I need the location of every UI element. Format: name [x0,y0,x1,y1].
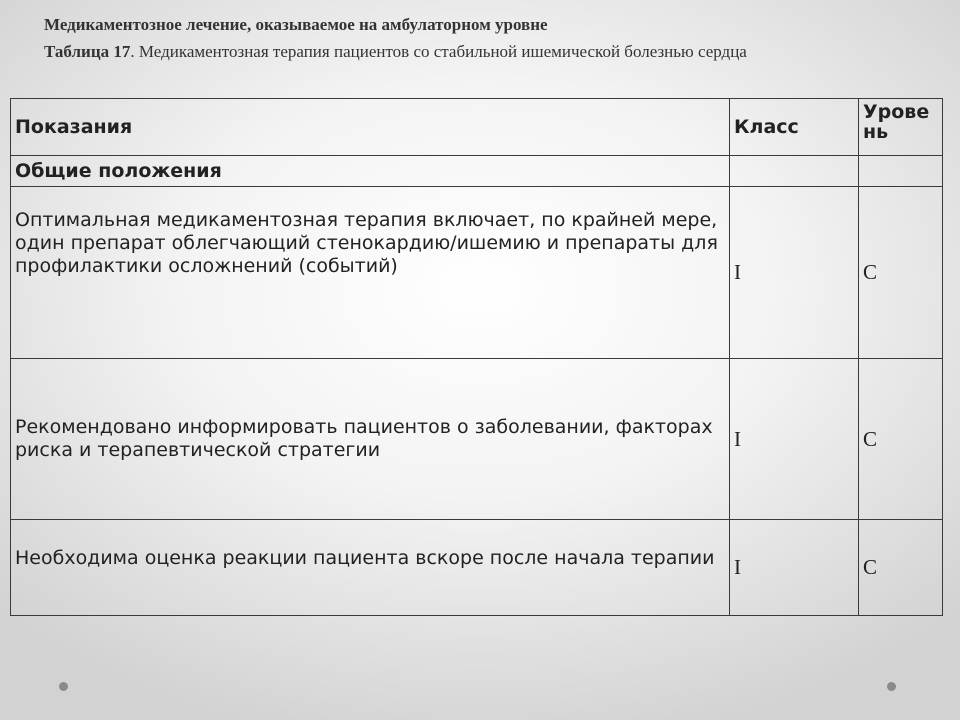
table-caption-text: . Медикаментозная терапия пациентов со стабильной ишемической болезнью сердца [130,42,747,61]
row-level: C [859,187,943,359]
row-class: I [730,359,859,520]
slide-nav-dot-right[interactable] [887,682,896,691]
table-row [11,187,943,359]
group-class-empty [730,156,859,187]
header-level-part1: Урове [863,101,930,123]
row-class: I [730,187,859,359]
table-row [11,520,943,616]
header-level [859,99,943,156]
table-row [11,359,943,520]
header-level-part2: нь [863,121,889,143]
table-caption [44,41,904,63]
row-level: C [859,359,943,520]
row-indication: Необходима оценка реакции пациента вскоре после начала терапии [11,520,730,616]
group-title: Общие положения [11,156,730,187]
therapy-table [10,98,943,616]
row-level: C [859,520,943,616]
row-indication: Рекомендовано информировать пациентов о заболевании, факторах риска и терапевтической стратегии [11,359,730,520]
table-caption-label: Таблица 17 [44,42,131,61]
slide-header [44,14,904,63]
slide-nav-dot-left[interactable] [59,682,68,691]
section-title: Медикаментозное лечение, оказываемое на амбулаторном уровне [44,15,548,34]
group-row [11,156,943,187]
row-class: I [730,520,859,616]
header-class: Класс [730,99,859,156]
group-level-empty [859,156,943,187]
row-indication: Оптимальная медикаментозная терапия включает, по крайней мере, один препарат облегчающий стенокардию/ишемию и препараты для профилактики осложнений (событий) [11,187,730,359]
header-indications: Показания [11,99,730,156]
table-header-row [11,99,943,156]
